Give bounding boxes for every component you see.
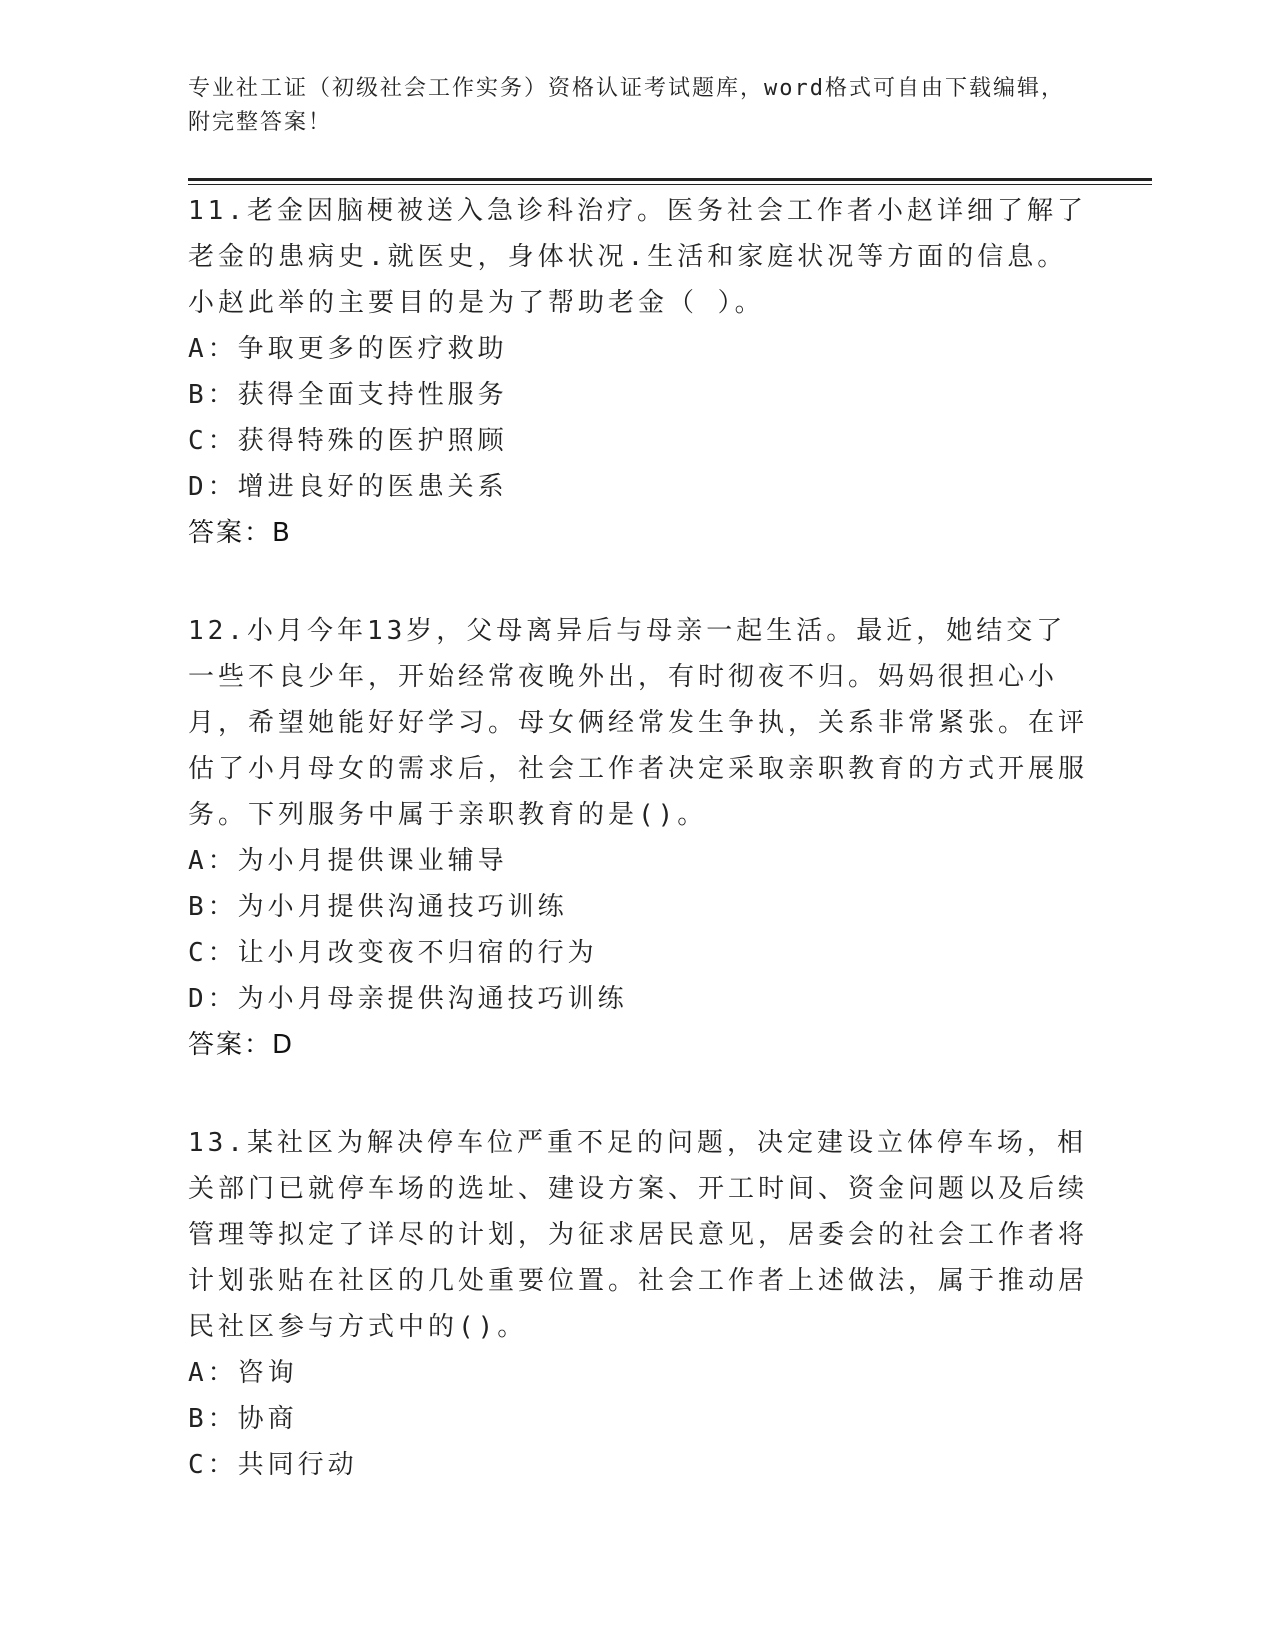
option-b: B：协商 [188, 1404, 298, 1434]
question-12 [188, 608, 1088, 1068]
option-d: D：增进良好的医患关系 [188, 472, 508, 502]
answer-label: 答案：B [188, 518, 292, 548]
option-d: D：为小月母亲提供沟通技巧训练 [188, 984, 628, 1014]
question-text: 11.老金因脑梗被送入急诊科治疗。医务社会工作者小赵详细了解了老金的患病史.就医史，身体状况.生活和家庭状况等方面的信息。小赵此举的主要目的是为了帮助老金（ ）。 [188, 196, 1087, 318]
question-text: 12.小月今年13岁，父母离异后与母亲一起生活。最近，她结交了一些不良少年，开始经常夜晚外出，有时彻夜不归。妈妈很担心小月，希望她能好好学习。母女俩经常发生争执，关系非常紧张。在评估了小月母女的需求后，社会工作者决定采取亲职教育的方式开展服务。下列服务中属于亲职教育的是()。 [188, 616, 1089, 830]
option-a: A：咨询 [188, 1358, 298, 1388]
document-header: 专业社工证（初级社会工作实务）资格认证考试题库，word格式可自由下载编辑，附完整答案！ [188, 76, 1065, 135]
question-11 [188, 188, 1088, 556]
question-spacer [188, 1068, 1088, 1120]
question-spacer [188, 556, 1088, 608]
question-text: 13.某社区为解决停车位严重不足的问题，决定建设立体停车场，相关部门已就停车场的选址、建设方案、开工时间、资金问题以及后续管理等拟定了详尽的计划，为征求居民意见，居委会的社会工作者将计划张贴在社区的几处重要位置。社会工作者上述做法，属于推动居民社区参与方式中的()。 [188, 1128, 1089, 1342]
question-list [188, 188, 1088, 1488]
option-a: A：争取更多的医疗救助 [188, 334, 508, 364]
answer-label: 答案：D [188, 1030, 295, 1060]
option-c: C：获得特殊的医护照顾 [188, 426, 508, 456]
question-13 [188, 1120, 1088, 1488]
option-a: A：为小月提供课业辅导 [188, 846, 508, 876]
option-c: C：共同行动 [188, 1450, 358, 1480]
header-divider-thin [188, 184, 1152, 185]
option-b: B：为小月提供沟通技巧训练 [188, 892, 568, 922]
option-b: B：获得全面支持性服务 [188, 380, 508, 410]
option-c: C：让小月改变夜不归宿的行为 [188, 938, 598, 968]
header-divider [188, 178, 1152, 181]
